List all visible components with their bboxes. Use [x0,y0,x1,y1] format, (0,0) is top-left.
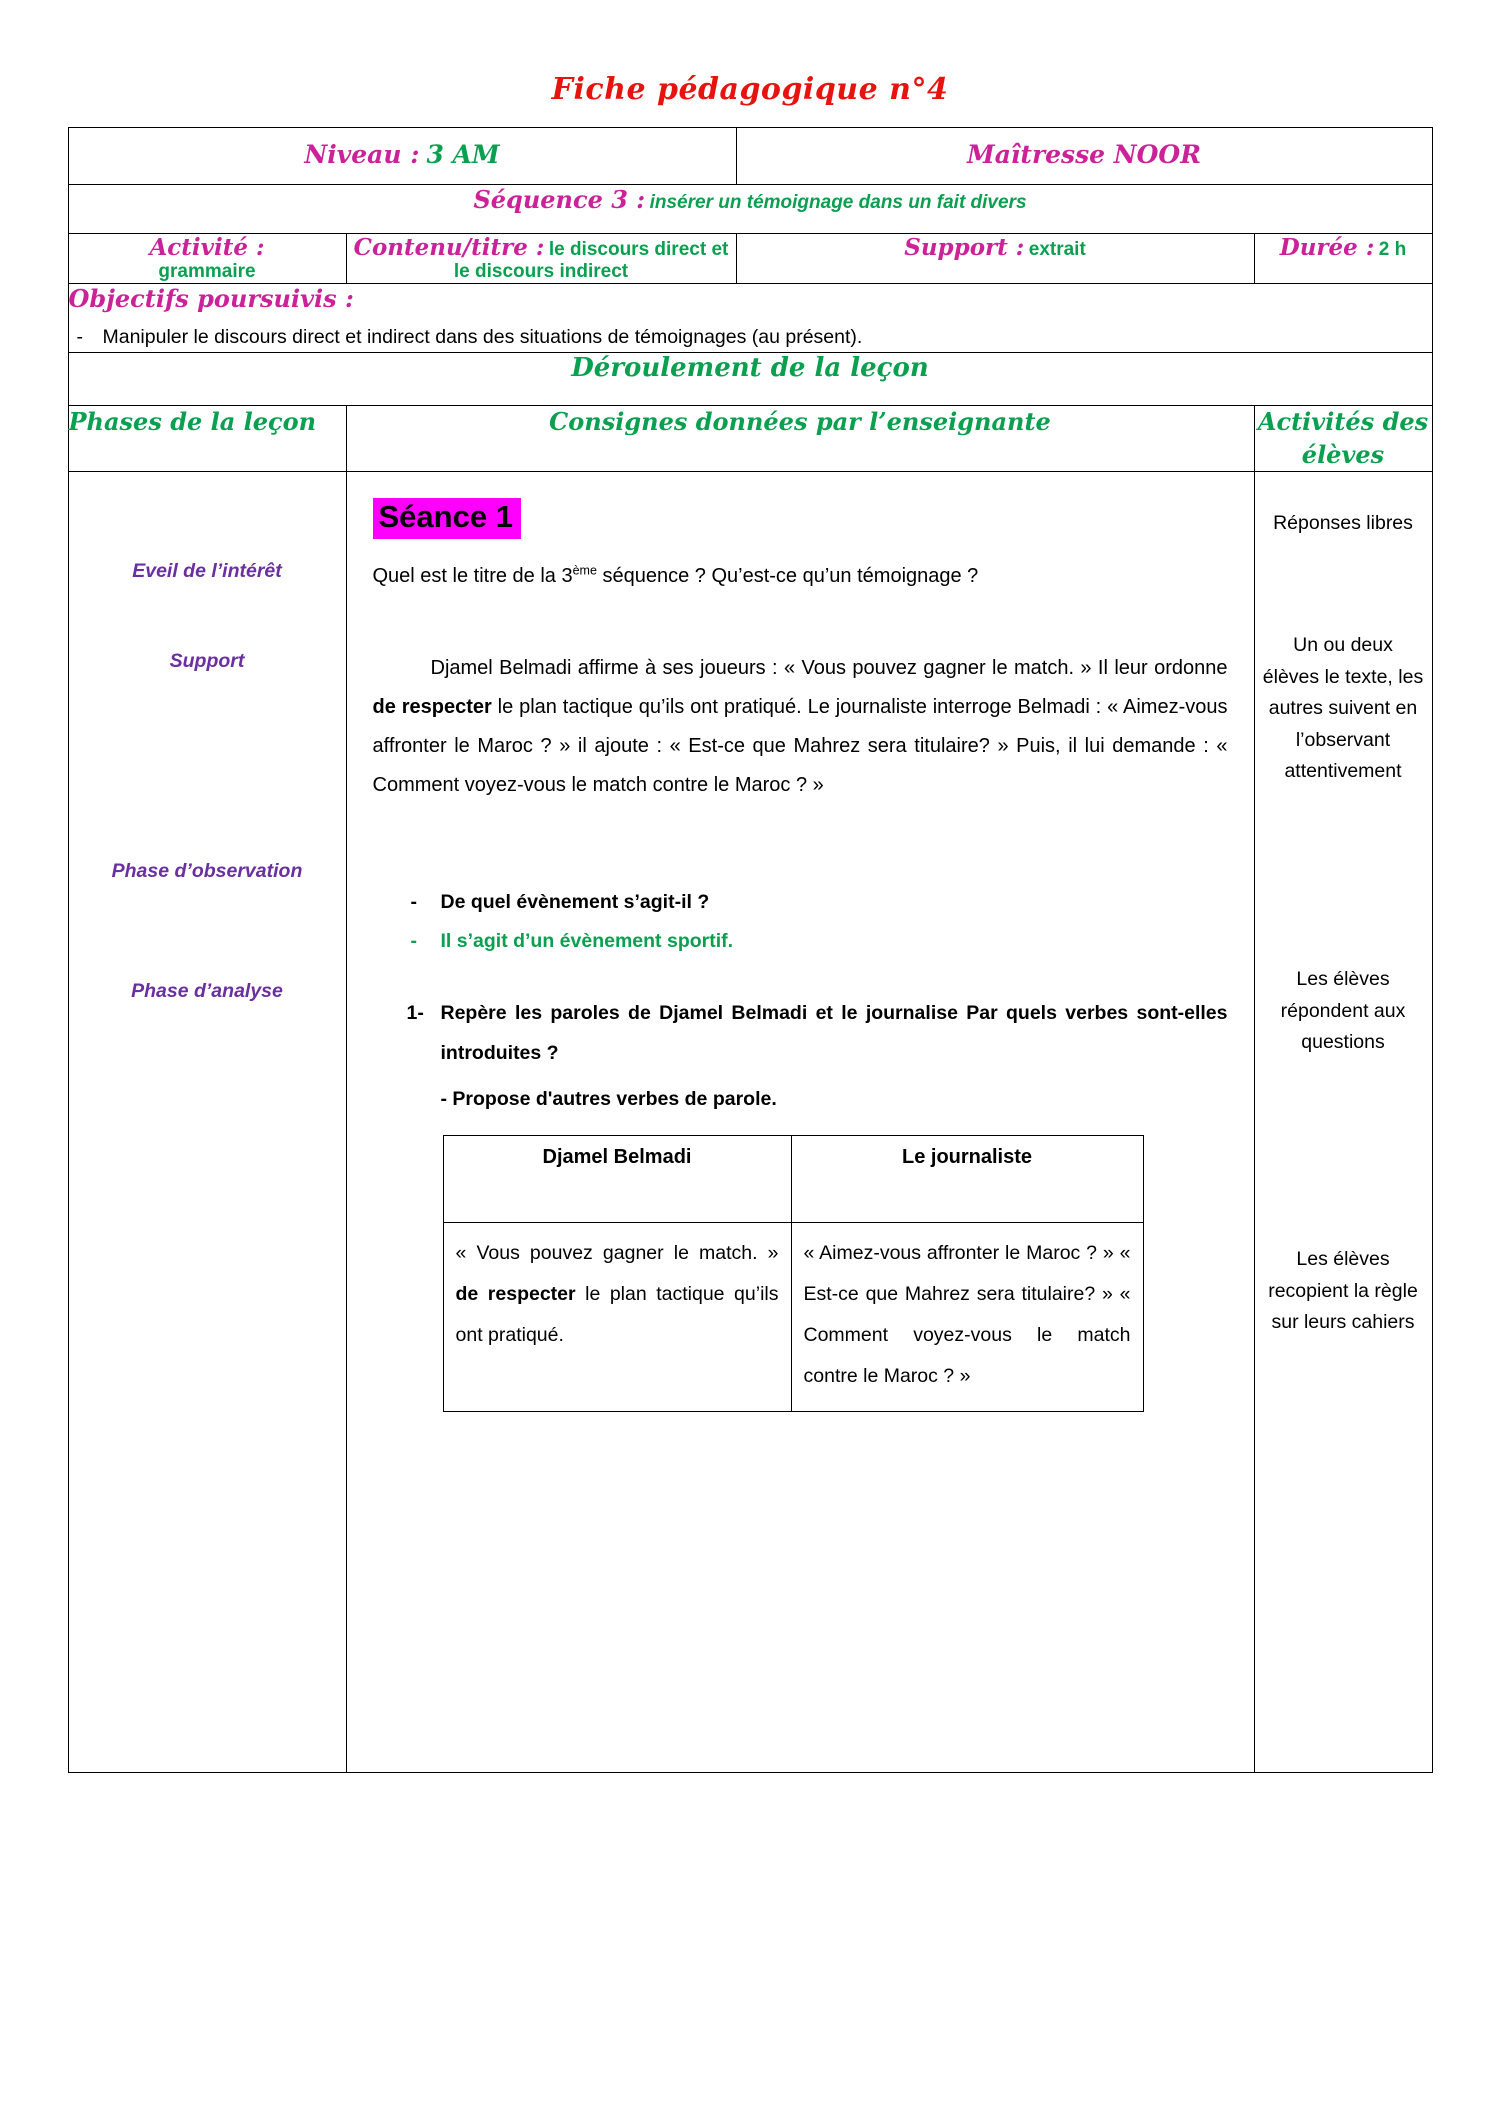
activite-item-lecture: Un ou deux élèves le texte, les autres suivent en l’observant attentivement [1262,634,1424,783]
duree-label: Durée : [1279,234,1375,261]
inner-data-row [443,1222,1143,1411]
header-phases: Phases de la leçon [68,406,346,472]
cell-support [736,234,1254,284]
djamel-quotes [456,1233,779,1356]
djamel-quote-part1: « Vous pouvez gagner le match. » [455,1241,779,1264]
observation-answer: Il s’agit d’un évènement sportif. [440,930,734,953]
cell-contenu [346,234,736,284]
eveil-ordinal: ème [572,563,597,578]
cell-deroulement [68,353,1432,406]
phase-item-observation: Phase d’observation [111,860,303,883]
analysis-question-line [373,994,1228,1074]
row-grid-headers [68,406,1432,472]
cell-phases [68,472,346,1773]
activite-item-repondent: Les élèves répondent aux questions [1280,968,1406,1054]
inner-header-row [443,1135,1143,1222]
observation-dash-2: - [410,930,417,953]
support-label: Support : [904,234,1025,261]
activite-item-reponses-libres: Réponses libres [1273,512,1413,535]
sequence-label: Séquence 3 : [473,185,646,214]
seance-heading-wrap [373,498,1228,539]
cell-consignes [346,472,1254,1773]
row-niveau [68,128,1432,185]
observation-answer-line [373,926,1228,958]
header-consignes: Consignes données par l’enseignante [346,406,1254,472]
analysis-block [373,994,1228,1111]
objectifs-item-text: Manipuler le discours direct et indirect dans des situations de témoignages (au présent). [102,326,863,348]
djamel-quote-bold: de respecter [455,1282,576,1305]
support-text-part2: le plan tactique qu’ils ont pratiqué. Le journaliste interroge Belmadi : « Aimez-vous affronter le Maroc ? » il ajoute : « Est-ce que Mahrez sera titulaire? » Puis, il lui demande : « Comment voyez-vous le match contre le Maroc ? » [372,695,1228,796]
row-sequence [68,185,1432,234]
support-bold-phrase: de respecter [372,695,492,718]
djamel-quote-part2: le plan tactique qu’ils ont pratiqué. [455,1282,779,1346]
niveau-label: Niveau : [304,140,420,169]
eveil-question [373,561,1228,591]
cell-activites [1254,472,1432,1773]
row-deroulement [68,353,1432,406]
analysis-subquestion: - Propose d'autres verbes de parole. [440,1087,777,1110]
cell-maitresse [736,128,1432,185]
lesson-plan-table [68,127,1433,1773]
activite-value: grammaire [158,261,256,282]
cell-objectifs [68,284,1432,353]
support-paragraph [373,649,1228,805]
speech-comparison-table [443,1135,1144,1412]
journaliste-quotes: « Aimez-vous affronter le Maroc ? » « Est-ce que Mahrez sera titulaire? » « Comment voyez-vous le match contre le Maroc ? » [803,1241,1131,1387]
inner-header-djamel: Djamel Belmadi [443,1135,791,1222]
eveil-question-part1: Quel est le titre de la 3 [372,564,573,587]
support-text-part1: Djamel Belmadi affirme à ses joueurs : « Vous pouvez gagner le match. » Il leur ordonne [430,656,1228,679]
page-title: Fiche pédagogique n°4 [551,72,949,107]
phase-item-analyse: Phase d’analyse [131,980,283,1003]
maitresse-name: Maîtresse NOOR [967,140,1201,169]
objectifs-item [69,323,1432,352]
cell-activite [68,234,346,284]
cell-duree [1254,234,1432,284]
objectifs-dash: - [76,326,83,348]
eveil-question-part2: séquence ? Qu’est-ce qu’un témoignage ? [596,564,979,587]
cell-niveau [68,128,736,185]
sequence-value: insérer un témoignage dans un fait divers [649,192,1027,213]
niveau-value: 3 AM [426,140,500,169]
seance-badge: Séance 1 [373,498,521,539]
observation-block [373,887,1228,958]
observation-dash-1: - [410,890,417,913]
header-activites: Activités des élèves [1254,406,1432,472]
inner-header-journaliste: Le journaliste [791,1135,1143,1222]
objectifs-title: Objectifs poursuivis : [68,284,354,313]
phases-list [69,472,346,1772]
row-activity-meta [68,234,1432,284]
activites-list [1255,472,1432,1772]
observation-question-line [373,887,1228,919]
deroulement-title: Déroulement de la leçon [571,353,929,384]
activite-item-recopient: Les élèves recopient la règle sur leurs cahiers [1268,1248,1418,1334]
row-objectifs [68,284,1432,353]
activite-label: Activité : [149,234,265,261]
phase-item-eveil: Eveil de l’intérêt [132,560,282,583]
phase-item-support: Support [169,650,245,673]
row-lesson-body [68,472,1432,1773]
analysis-question: Repère les paroles de Djamel Belmadi et le journalise Par quels verbes sont-elles introduites ? [440,1001,1228,1064]
duree-value: 2 h [1378,239,1407,260]
cell-sequence [68,185,1432,234]
contenu-value: le discours direct et le discours indirect [453,239,729,282]
consignes-content [347,472,1254,1432]
support-value: extrait [1028,239,1086,260]
contenu-label: Contenu/titre : [353,234,545,261]
inner-cell-djamel [443,1222,791,1411]
inner-cell-journaliste [791,1222,1143,1411]
analysis-number: 1- [406,1001,424,1024]
observation-question: De quel évènement s’agit-il ? [440,890,710,913]
